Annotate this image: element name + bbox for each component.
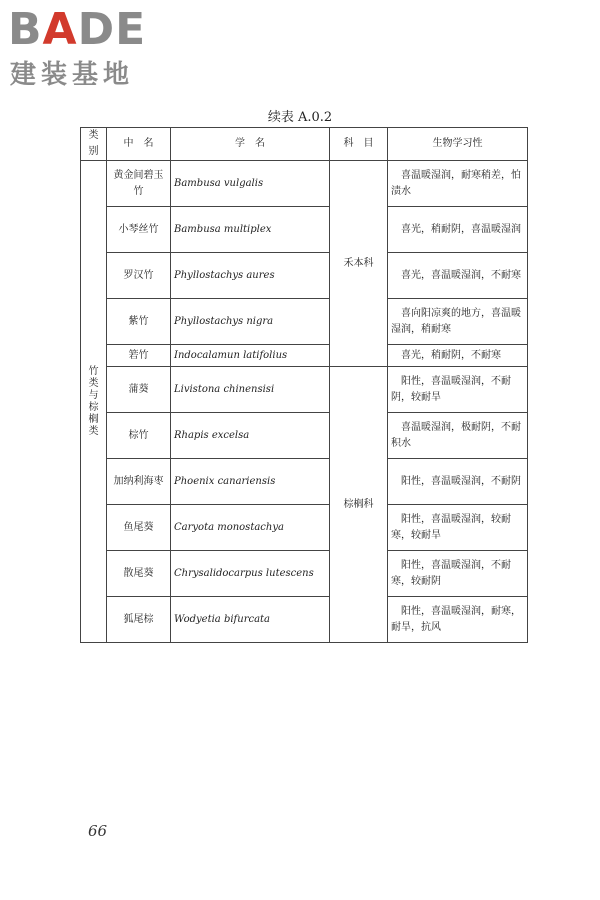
chinese-name-cell: 蒲葵 <box>107 367 171 413</box>
chinese-name-cell: 棕竹 <box>107 413 171 459</box>
table-row <box>81 207 528 253</box>
table-row <box>81 413 528 459</box>
page-number: 66 <box>88 822 108 840</box>
header-scientific-name: 学 名 <box>171 128 330 161</box>
table-row <box>81 459 528 505</box>
habit-cell: 喜光，喜温暖湿润，不耐寒 <box>388 253 528 299</box>
header-family: 科 目 <box>330 128 388 161</box>
habit-cell: 喜温暖湿润，耐寒稍差，怕渍水 <box>388 161 528 207</box>
scientific-name-cell: Caryota monostachya <box>171 505 330 551</box>
habit-cell: 阳性，喜温暖湿润，较耐寒，较耐旱 <box>388 505 528 551</box>
plant-table <box>80 127 528 643</box>
chinese-name-cell: 加纳利海枣 <box>107 459 171 505</box>
habit-cell: 阳性，喜温暖湿润，不耐阴 <box>388 459 528 505</box>
table-row <box>81 597 528 643</box>
habit-cell: 喜光，稍耐阴，不耐寒 <box>388 345 528 367</box>
chinese-name-cell: 箬竹 <box>107 345 171 367</box>
table-row <box>81 367 528 413</box>
scientific-name-cell: Phoenix canariensis <box>171 459 330 505</box>
table-row <box>81 253 528 299</box>
logo-wordmark: BADE <box>8 4 147 55</box>
scientific-name-cell: Phyllostachys nigra <box>171 299 330 345</box>
table-row <box>81 345 528 367</box>
chinese-name-cell: 狐尾棕 <box>107 597 171 643</box>
scientific-name-cell: Bambusa multiplex <box>171 207 330 253</box>
header-habits: 生物学习性 <box>388 128 528 161</box>
chinese-name-cell: 黄金间碧玉竹 <box>107 161 171 207</box>
family-cell: 禾本科 <box>330 161 388 367</box>
habit-cell: 阳性，喜温暖湿润，不耐阴，较耐旱 <box>388 367 528 413</box>
scientific-name-cell: Wodyetia bifurcata <box>171 597 330 643</box>
scientific-name-cell: Phyllostachys aures <box>171 253 330 299</box>
table-header-row <box>81 128 528 161</box>
category-label: 竹类与棕榈类 <box>88 365 99 437</box>
scientific-name-cell: Rhapis excelsa <box>171 413 330 459</box>
table-row <box>81 551 528 597</box>
chinese-name-cell: 紫竹 <box>107 299 171 345</box>
scientific-name-cell: Chrysalidocarpus lutescens <box>171 551 330 597</box>
habit-cell: 喜光，稍耐阴，喜温暖湿润 <box>388 207 528 253</box>
table-row <box>81 161 528 207</box>
table-row <box>81 299 528 345</box>
family-cell: 棕榈科 <box>330 367 388 643</box>
scientific-name-cell: Bambusa vulgalis <box>171 161 330 207</box>
habit-cell: 喜温暖湿润，极耐阴，不耐积水 <box>388 413 528 459</box>
chinese-name-cell: 鱼尾葵 <box>107 505 171 551</box>
table-row <box>81 505 528 551</box>
category-cell <box>81 161 107 643</box>
chinese-name-cell: 小琴丝竹 <box>107 207 171 253</box>
scientific-name-cell: Indocalamun latifolius <box>171 345 330 367</box>
habit-cell: 阳性，喜温暖湿润，耐寒，耐旱，抗风 <box>388 597 528 643</box>
habit-cell: 阳性，喜温暖湿润，不耐寒，较耐阴 <box>388 551 528 597</box>
table-caption: 续表 A.0.2 <box>267 110 333 125</box>
chinese-name-cell: 散尾葵 <box>107 551 171 597</box>
habit-cell: 喜向阳凉爽的地方，喜温暖湿润，稍耐寒 <box>388 299 528 345</box>
header-chinese-name: 中 名 <box>107 128 171 161</box>
bade-logo <box>8 6 178 90</box>
logo-subtitle: 建装基地 <box>10 60 135 90</box>
header-category: 类别 <box>81 128 107 161</box>
scientific-name-cell: Livistona chinensisi <box>171 367 330 413</box>
chinese-name-cell: 罗汉竹 <box>107 253 171 299</box>
